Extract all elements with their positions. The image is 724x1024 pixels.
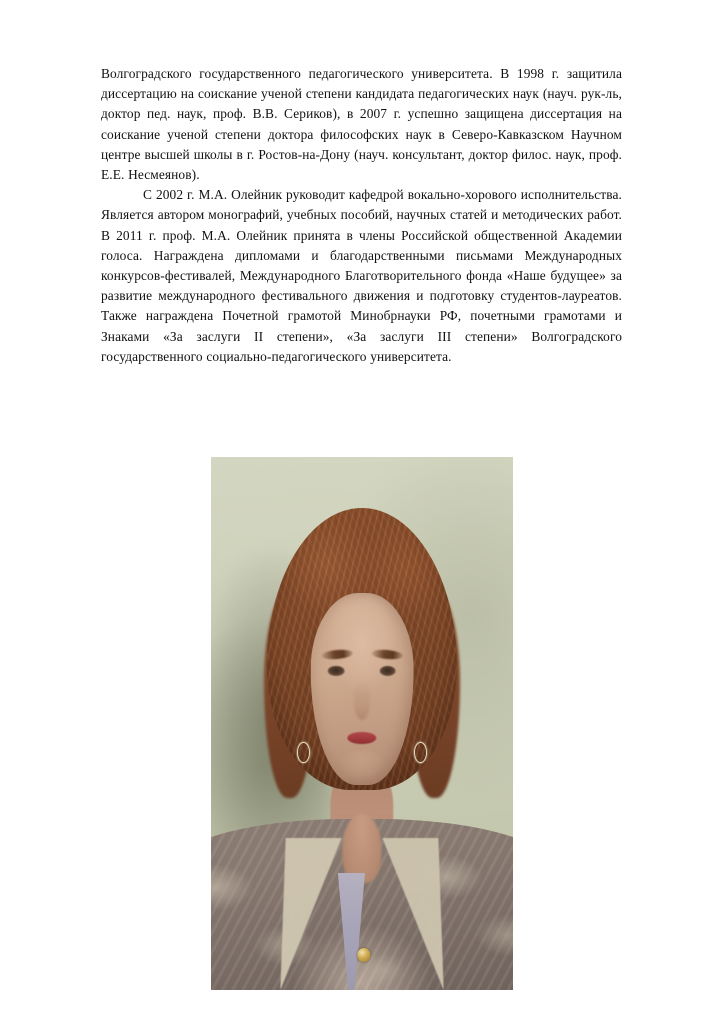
portrait-lapel-right	[382, 838, 443, 990]
portrait-face	[311, 593, 414, 785]
portrait-eyebrow-right	[371, 649, 402, 660]
portrait-photo	[211, 457, 513, 990]
paragraph-career-awards: С 2002 г. М.А. Олейник руководит кафедрой вокально-хорового исполнительства. Является автором монографий, учебных пособий, научных статей и методических работ. В 2011 г. проф. М.А. Олейник принята в члены Российской общественной Академии голоса. Награждена дипломами и благодарственными письмами Международных конкурсов-фестивалей, Международного Благотворительного фонда «Наше будущее» за развитие международного фестивального движения и подготовку студентов-лауреатов. Также награждена Почетной грамотой Минобрнауки РФ, почетными грамотами и Знаками «За заслуги II степени», «За заслуги III степени» Волгоградского государственного социально-педагогического университета.	[101, 187, 622, 364]
paragraph-university-dissertations: Волгоградского государственного педагогического университета. В 1998 г. защитила диссертацию на соискание ученой степени кандидата педагогических наук (науч. рук-ль, доктор пед. наук, проф. В.В. Сериков), в 2007 г. успешно защищена диссертация на соискание ученой степени доктора философских наук в Северо-Кавказском Научном центре высшей школы в г. Ростов-на-Дону (науч. консультант, доктор филос. наук, проф. Е.Е. Несмеянов).	[101, 66, 622, 183]
portrait-nose	[354, 681, 369, 719]
portrait-earring-left	[297, 742, 310, 763]
body-text-block	[101, 64, 622, 367]
portrait-lapel-left	[281, 838, 342, 990]
portrait-eye-right	[379, 666, 395, 677]
portrait-eye-left	[328, 666, 344, 677]
portrait-lips	[348, 732, 377, 744]
portrait-brooch	[357, 948, 370, 962]
portrait-eyebrow-left	[322, 649, 353, 660]
portrait-chin	[338, 750, 385, 781]
